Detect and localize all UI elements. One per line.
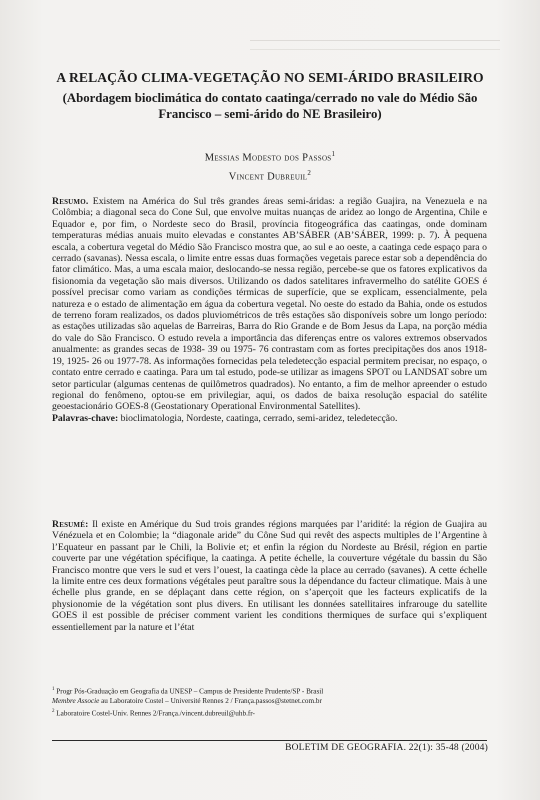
keywords-text: bioclimatologia, Nordeste, caatinga, cerrado, semi-aridez, teledetecção.: [120, 412, 398, 424]
footnotes: [52, 685, 452, 719]
footnote-1-cont: [52, 697, 452, 707]
footnote-1: [52, 685, 452, 697]
article-title: A RELAÇÃO CLIMA-VEGETAÇÃO NO SEMI-ÁRIDO BRASILEIRO: [56, 70, 484, 85]
footnote-1-cont-italic: Membre Associe: [52, 696, 100, 705]
resume-text: Il existe en Amérique du Sud trois grandes régions marquées par l’aridité: la région de Guajira au Vénézuela et en Colombie; la “diagonale aride” du Cône Sud qui revêt des aspects multiples de l’Argentine à l’Equateur en passant par le Chili, la Bolivie et; et enfin la région du Nordeste au Brésil, région en partie couverte par une végétation spécifique, la caatinga. A petite échelle, la couverture végétale du bassin du São Francisco montre que vers le sud et vers l’ouest, la caatinga cède la place au cerrado (savanes). A cette échelle la limite entre ces deux formations végétales peut paraître sous la dépendance du facteur climatique. Mais à une échelle plus grande, en se déplaçant dans cette région, on s’aperçoit que les facteurs explicatifs de la physionomie de la végétation sont plus divers. En utilisant les données satellitaires infrarouge du satellite GOES il est possible de préciser comment varient les conditions thermiques de surface qui s’expliquent essentiellement par la nature et l’état: [52, 519, 488, 633]
footnote-1-text: Progr Pós-Graduação em Geografia da UNESP – Campus de Presidente Prudente/SP - Brasil: [56, 687, 324, 696]
author-1-name: Messias Modesto dos Passos: [204, 152, 332, 164]
author-1: [0, 147, 540, 166]
footer-rule: [52, 740, 487, 741]
author-2: [0, 166, 540, 185]
author-1-footnote-mark: 1: [331, 150, 336, 158]
resume-label: Resumé:: [52, 519, 89, 530]
footnote-1-mark: 1: [52, 687, 55, 692]
footnote-2: [52, 707, 452, 719]
footnote-1-cont-text: au Laboratoire Costel – Université Rennes 2 / França.passos@stetnet.com.br: [99, 696, 322, 705]
abstract-label: Resumo.: [52, 196, 89, 207]
abstract-text: Existem na América do Sul três grandes áreas semi-áridas: a região Guajira, na Venezuela e na Colômbia; a diagonal seca do Cone Sul, que envolve muitas nuanças de aridez ao longo de Argentina, Chile e Equador e, por fim, o Nordeste seco do Brasil, província fitogeográfica das caatingas, onde dominam temperaturas médias anuais muito elevadas e constantes AB’SÁBER (AB’SÁBER, 1999: p. 7). À pequena escala, a cobertura vegetal do Médio São Francisco mostra que, ao sul e ao oeste, a caatinga cede espaço para o cerrado (savanas). Nessa escala, o limite entre essas duas formações vegetais parece estar sob a dependência do fator climático. Mas, a uma escala maior, deslocando-se nessa região, percebe-se que os fatores explicativos da fisionomia da vegetação são mais diversos. Utilizando os dados satelitares infravermelho do satélite GOES é possível precisar como variam as condições térmicas de superfície, que se explicam, essencialmente, pela natureza e o estado de alimentação em água da cobertura vegetal. No oeste do estado da Bahia, onde os estudos de terreno foram realizados, os dados pluviométricos de três estações são disponíveis sobre um longo período: as estações utilizadas são aquelas de Barreiras, Barra do Rio Grande e de Bom Jesus da Lapa, na porção média do vale do São Francisco. O estudo revela a importância das diferenças entre os valores extremos observados anualmente: as grandes secas de 1938- 39 ou 1975- 76 contrastam com as fortes precipitações dos anos 1918- 19, 1925- 26 ou 1977-78. As informações fornecidas pela teledetecção espacial permitem precisar, no espaço, o contato entre cerrado e caatinga. Para um tal estudo, pode-se utilizar as imagens SPOT ou LANDSAT sobre um setor particular (algumas centenas de quilômetros quadrados). No entanto, a fim de melhor apreender o estudo regional do fenômeno, optou-se em privilegiar, aqui, os dados de baixa resolução espacial do satélite geoestacionário GOES-8 (Geostationary Operational Environmental Satellites).: [52, 196, 488, 413]
footnote-2-text: Laboratoire Costel-Univ. Rennes 2/França./vincent.dubreuil@uhb.fr-: [56, 708, 255, 717]
keywords-label: Palavras-chave:: [52, 412, 119, 424]
footnote-2-mark: 2: [52, 708, 55, 714]
bleed-through-header: [250, 40, 500, 50]
author-2-name: Vincent Dubreuil: [228, 171, 308, 182]
author-list: [0, 147, 540, 184]
journal-citation: BOLETIM DE GEOGRAFIA. 22(1): 35-48 (2004): [285, 743, 488, 753]
abstract-french: [52, 519, 487, 633]
article-subtitle: (Abordagem bioclimática do contato caatinga/cerrado no vale do Médio São Francisco – semi-árido do NE Brasileiro): [62, 91, 478, 121]
abstract-portuguese: [52, 196, 487, 424]
author-2-footnote-mark: 2: [307, 168, 312, 177]
